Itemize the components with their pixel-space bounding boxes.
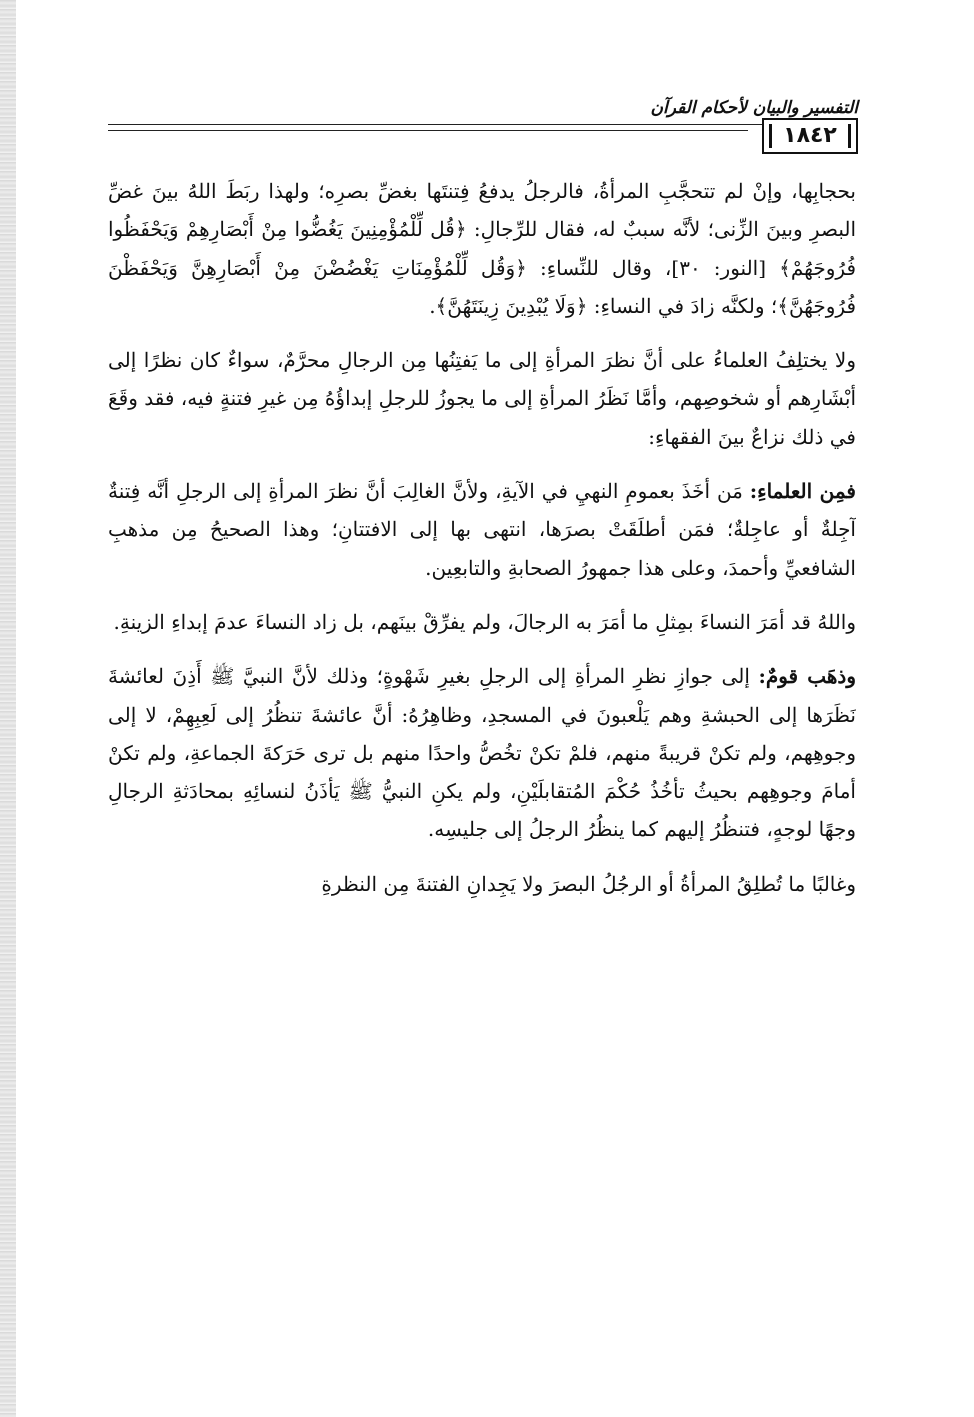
page-number: ١٨٤٢ [762, 118, 858, 154]
paragraph-lead: وذهَب قومٌ: [758, 664, 856, 689]
paragraph-text: ولا يختلِفُ العلماءُ على أنَّ نظرَ المرأةِ إلى ما يَفتِنُها مِن الرجالِ محرَّمٌ، سواءٌ كان نظرًا إلى أبْشَارِهم أو شخوصِهم، وأمَّا نَظَرُ المرأةِ إلى ما يجوزُ للرجلِ إبداؤُهُ مِن غيرِ فتنةٍ فيه، فقد وقَعَ في ذلك نزاعٌ بينَ الفقهاءِ: [108, 348, 856, 449]
paragraph-2 [108, 341, 856, 456]
header-rule-top [108, 124, 858, 125]
paragraph-text: واللهُ قد أمَرَ النساءَ بمِثلِ ما أمَرَ به الرجالَ، ولم يفرِّقْ بينَهم، بل زاد النساءَ عدمَ إبداءِ الزينةِ. [113, 609, 856, 634]
book-title: التفسير والبيان لأحكام القرآن [650, 98, 858, 118]
scan-edge-shadow [0, 0, 16, 1417]
paragraph-text: بحجابِها، وإنْ لم تتحجَّبِ المرأةُ، فالرجلُ يدفعُ فِتنتَها بغضِّ بصرِه؛ ولهذا ربَطَ اللهُ بينَ غضِّ البصرِ وبينَ الزِّنى؛ لأنَّه سببٌ له، فقال للرِّجالِ: ﴿قُل لِّلْمُؤْمِنِينَ يَغُضُّوا مِنْ أَبْصَارِهِمْ وَيَحْفَظُوا فُرُوجَهُمْ﴾ [النور: ٣٠]، وقال للنِّساءِ: ﴿وَقُل لِّلْمُؤْمِنَاتِ يَغْضُضْنَ مِنْ أَبْصَارِهِنَّ وَيَحْفَظْنَ فُرُوجَهُنَّ﴾؛ ولكنَّه زادَ في النساءِ: ﴿وَلَا يُبْدِينَ زِينَتَهُنَّ﴾. [108, 179, 856, 318]
paragraph-4 [108, 603, 856, 641]
paragraph-text: إلى جوازِ نظرِ المرأةِ إلى الرجلِ بغيرِ شَهْوةٍ؛ وذلك لأنَّ النبيَّ ﷺ أَذِنَ لعائشةَ نَظَرَها إلى الحبشةِ وهم يَلْعبونَ في المسجدِ، وظاهِرُهُ: أنَّ عائشةَ تنظُرُ إلى لَعِبِهِمْ، لا إلى وجوهِهم، ولم تكنْ قريبةً منهم، فلمْ تكنْ تخُصُّ واحدًا منهم بل ترى حَرَكةَ الجماعةِ، ولم تكنْ أمامَ وجوهِهم بحيثُ تأخُذُ حُكْمَ المُتقابلَيْنِ، ولم يكنِ النبيُّ ﷺ يَأذَنُ لنسائِهِ بمحادَثةِ الرجالِ وجهًا لوجهٍ، فتنظُرُ إليهم كما ينظُرُ الرجلُ إلى جليسِه. [108, 664, 856, 842]
header-rule-bottom [108, 130, 748, 131]
paragraph-1 [108, 172, 856, 325]
paragraph-6 [108, 865, 856, 903]
body-text [108, 172, 856, 1402]
paragraph-text: وغالبًا ما تُطلِقُ المرأةُ أو الرجُلُ البصرَ ولا يَجِدانِ الفتنةَ مِن النظرةِ [321, 871, 856, 896]
paragraph-lead: فمِن العلماءِ: [749, 479, 856, 504]
paragraph-5 [108, 657, 856, 848]
paragraph-text: مَن أخَذَ بعمومِ النهيِ في الآيةِ، ولأنَّ الغالِبَ أنَّ نظرَ المرأةِ إلى الرجلِ أنَّه فِتنةٌ آجِلةٌ أو عاجِلةٌ؛ فمَن أطلَقَتْ بصرَها، انتهى بها إلى الافتتانِ؛ وهذا الصحيحُ مِن مذهبِ الشافعيِّ وأحمدَ، وعلى هذا جمهورُ الصحابةِ والتابعِين. [108, 479, 856, 580]
paragraph-3 [108, 472, 856, 587]
running-header [108, 96, 858, 160]
